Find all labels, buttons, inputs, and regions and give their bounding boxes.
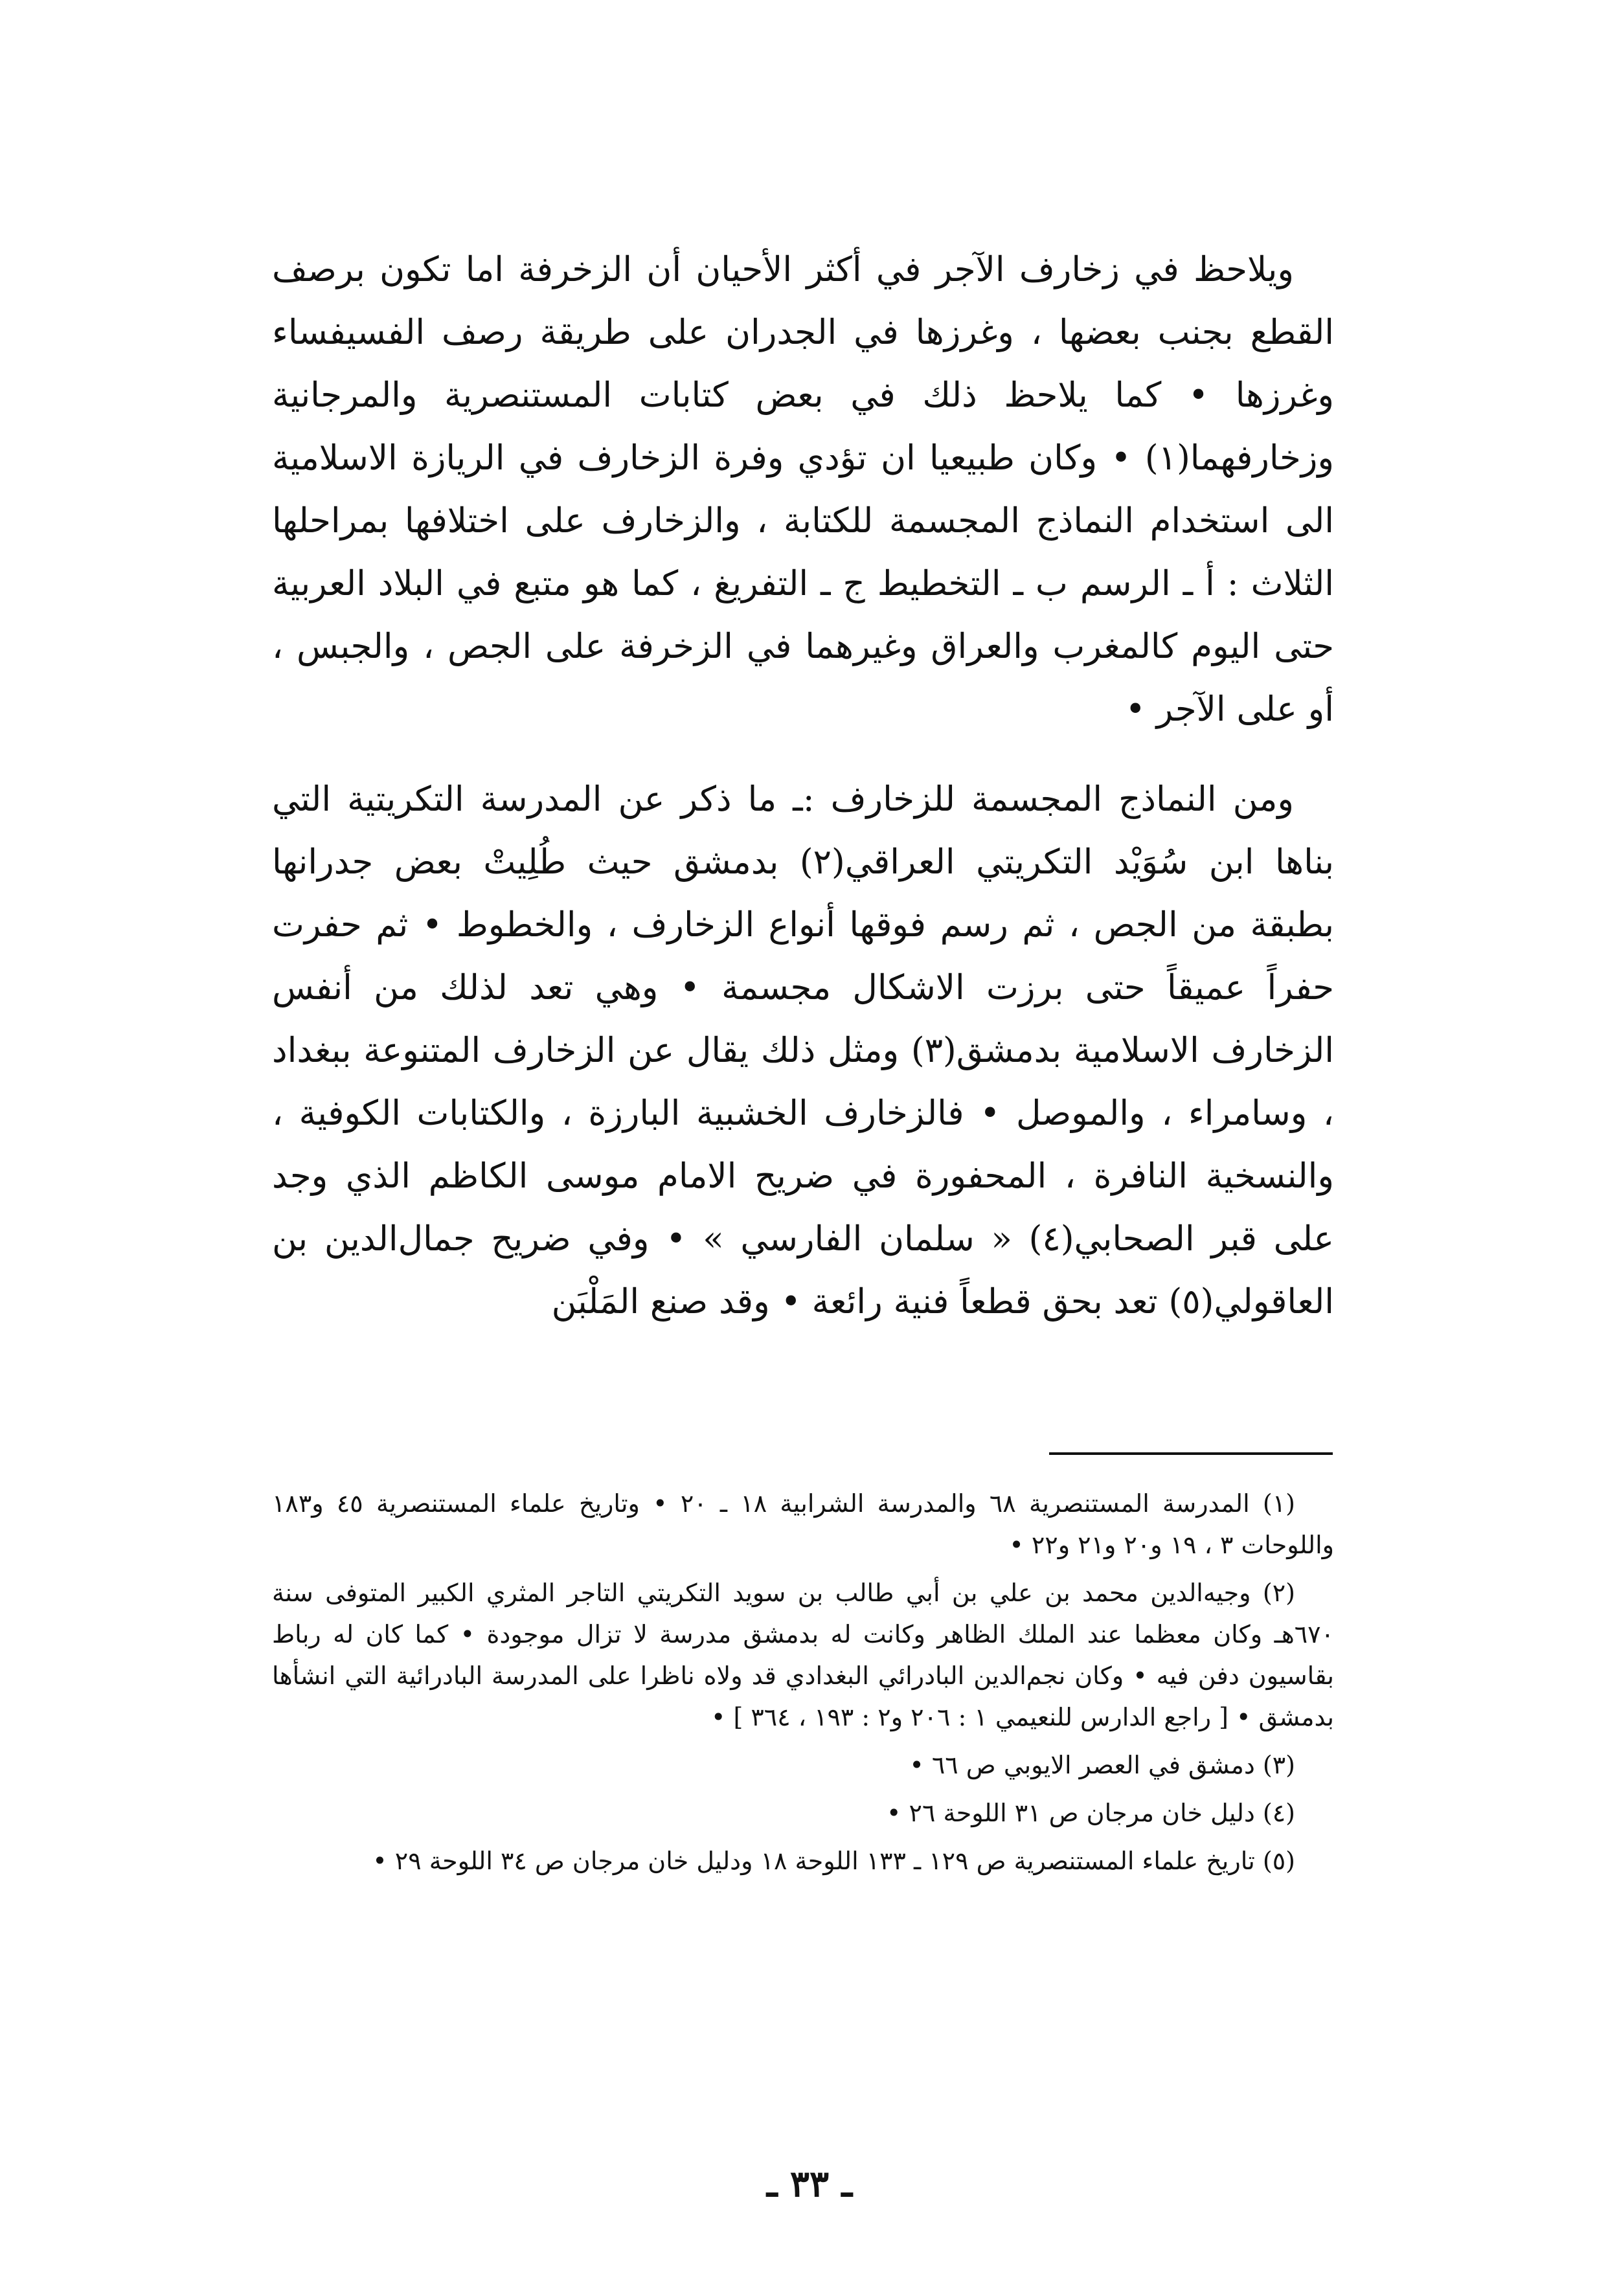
paragraph-1: ويلاحظ في زخارف الآجر في أكثر الأحيان أن الزخرفة اما تكون برصف القطع بجنب بعضها ، وغرزها في الجدران على طريقة رصف الفسيفساء وغرزها • كما يلاحظ ذلك في بعض كتابات المستنصرية والمرجانية وزخارفهما(١) • وكان طبيعيا ان تؤدي وفرة الزخارف في الريازة الاسلامية الى استخدام النماذج المجسمة للكتابة ، والزخارف على اختلافها بمراحلها الثلاث : أ ـ الرسم ب ـ التخطيط ج ـ التفريغ ، كما هو متبع في البلاد العربية حتى اليوم كالمغرب والعراق وغيرهما في الزخرفة على الجص ، والجبس ، أو على الآجر • bbox=[272, 250, 1334, 729]
footnote-separator bbox=[1049, 1452, 1333, 1455]
page-number: ـ ٣٣ ـ bbox=[767, 2163, 852, 2205]
paragraph-2: ومن النماذج المجسمة للزخارف :ـ ما ذكر عن المدرسة التكريتية التي بناها ابن سُوَيْد التكريتي العراقي(٢) بدمشق حيث طُلِيتْ بعض جدرانها بطبقة من الجص ، ثم رسم فوقها أنواع الزخارف ، والخطوط • ثم حفرت حفراً عميقاً حتى برزت الاشكال مجسمة • وهي تعد لذلك من أنفس الزخارف الاسلامية بدمشق(٣) ومثل ذلك يقال عن الزخارف المتنوعة ببغداد ، وسامراء ، والموصل • فالزخارف الخشبية البارزة ، والكتابات الكوفية ، والنسخية النافرة ، المحفورة في ضريح الامام موسى الكاظم الذي وجد على قبر الصحابي(٤) « سلمان الفارسي » • وفي ضريح جمال‌الدين بن العاقولي(٥) تعد بحق قطعاً فنية رائعة • وقد صنع المَلْبَن bbox=[272, 780, 1334, 1322]
footnote-5: (٥) تاريخ علماء المستنصرية ص ١٢٩ ـ ١٣٣ اللوحة ١٨ ودليل خان مرجان ص ٣٤ اللوحة ٢٩ • bbox=[372, 1847, 1295, 1875]
main-text bbox=[272, 238, 1334, 1333]
footnote-1: (١) المدرسة المستنصرية ٦٨ والمدرسة الشرابية ١٨ ـ ٢٠ • وتاريخ علماء المستنصرية ٤٥ و١٨٣ واللوحات ٣ ، ١٩ و٢٠ و٢١ و٢٢ • bbox=[272, 1489, 1334, 1559]
footnote-3: (٣) دمشق في العصر الايوبي ص ٦٦ • bbox=[909, 1751, 1295, 1779]
footnote-4: (٤) دليل خان مرجان ص ٣١ اللوحة ٢٦ • bbox=[887, 1799, 1295, 1827]
footnotes bbox=[272, 1483, 1334, 1882]
footnote-2: (٢) وجيه‌الدين محمد بن علي بن أبي طالب بن سويد التكريتي التاجر المثري الكبير المتوفى سنة ٦٧٠هـ وكان معظما عند الملك الظاهر وكانت له بدمشق مدرسة لا تزال موجودة • كما كان له رباط بقاسيون دفن فيه • وكان نجم‌الدين البادرائي البغدادي قد ولاه ناظرا على المدرسة البادرائية التي انشأها بدمشق • [ راجع الدارس للنعيمي ١ : ٢٠٦ و٢ : ١٩٣ ، ٣٦٤ ] • bbox=[272, 1579, 1334, 1731]
